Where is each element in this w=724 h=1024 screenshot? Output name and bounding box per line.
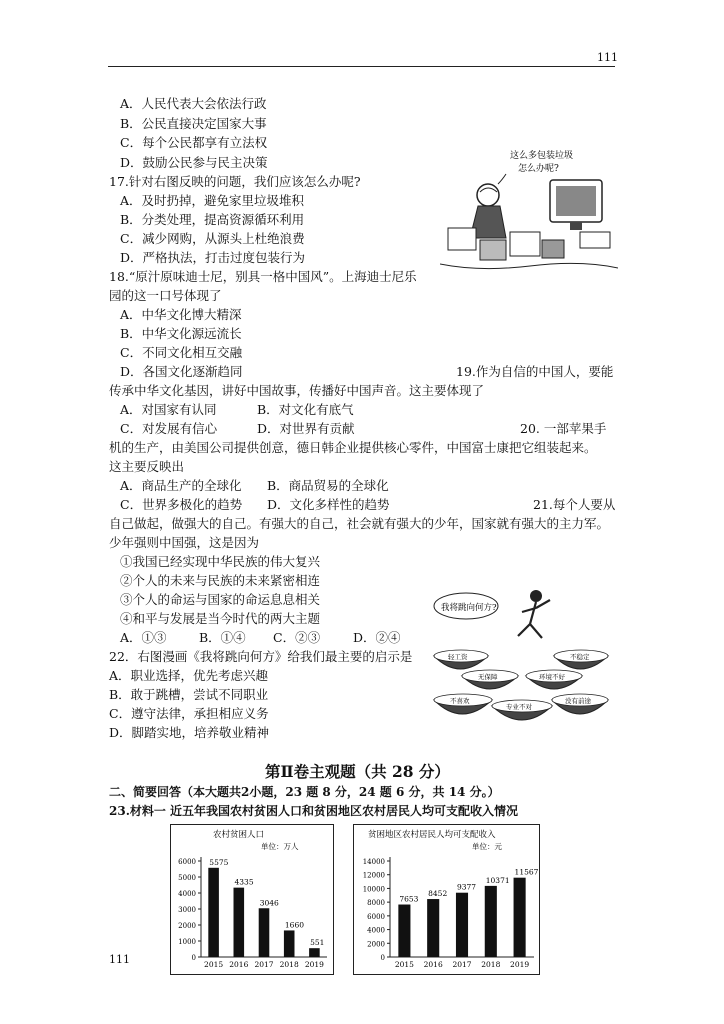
income-chart (353, 824, 540, 975)
x-tick-label: 2015 (204, 960, 224, 969)
q20-option-c: C．世界多极化的趋势 (120, 497, 243, 512)
x-tick-label: 2017 (452, 960, 472, 969)
data-label: 11567 (514, 867, 539, 877)
y-tick-label: 0 (191, 954, 196, 962)
q18-stem-line2: 园的这一口号体现了 (109, 288, 222, 303)
chart-svg (171, 825, 333, 974)
x-tick-label: 2019 (510, 960, 530, 969)
bar (398, 905, 410, 957)
q23-material-one: 23.材料一 近五年我国农村贫困人口和贫困地区农村居民人均可支配收入情况 (109, 804, 519, 818)
q17-stem: 17.针对右图反映的问题，我们应该怎么办呢? (109, 174, 361, 189)
q20-option-a: A．商品生产的全球化 (120, 478, 242, 493)
chart-unit: 单位：万人 (261, 842, 299, 851)
cartoon-caption-line2: 怎么办呢? (518, 164, 559, 174)
q21-statement-1: ①我国已经实现中华民族的伟大复兴 (120, 554, 321, 569)
data-label: 1660 (284, 920, 305, 930)
bar (456, 893, 468, 957)
q21-statement-3: ③个人的命运与国家的命运息息相关 (120, 592, 321, 607)
y-tick-label: 10000 (362, 885, 385, 894)
y-tick-label: 1000 (178, 938, 196, 946)
q18-option-c: C．不同文化相互交融 (120, 345, 243, 360)
q16-option-c: C．每个公民都享有立法权 (120, 135, 268, 150)
q18-option-d: D．各国文化逐渐趋同 (120, 364, 243, 379)
data-label: 8452 (428, 889, 448, 899)
x-tick-label: 2018 (481, 960, 501, 969)
q19-stem-line1: 19.作为自信的中国人，要能 (456, 364, 614, 379)
q21-statement-2: ②个人的未来与民族的未来紧密相连 (120, 573, 321, 588)
q21-stem-line1: 21.每个人要从 (533, 497, 616, 512)
bar (259, 908, 270, 957)
y-tick-label: 2000 (178, 922, 196, 930)
chart-unit: 单位：元 (472, 842, 502, 851)
q20-option-d: D．文化多样性的趋势 (267, 497, 390, 512)
x-tick-label: 2016 (229, 960, 249, 969)
q19-option-c: C．对发展有信心 (120, 421, 218, 436)
q22-option-d: D．脚踏实地，培养敬业精神 (109, 725, 270, 740)
q18-stem-line1: 18.“原汁原味迪士尼，别具一格中国风”。上海迪士尼乐 (109, 269, 417, 284)
poverty-population-chart (170, 824, 334, 975)
header-rule (108, 66, 615, 67)
q16-option-b: B．公民直接决定国家大事 (120, 116, 267, 131)
q19-option-b: B．对文化有底气 (257, 402, 354, 417)
y-tick-label: 2000 (367, 940, 385, 949)
q17-option-c: C．减少网购，从源头上杜绝浪费 (120, 231, 305, 246)
bar (427, 899, 439, 957)
q20-stem-line1: 20. 一部苹果手 (520, 421, 607, 436)
y-tick-label: 5000 (178, 874, 196, 882)
part-two-heading: 二、简要回答（本大题共2小题，23 题 8 分，24 题 6 分，共 14 分。） (109, 785, 500, 799)
jumping-man-icon (530, 590, 542, 602)
chart-title: 农村贫困人口 (213, 830, 265, 840)
cartoon-caption-line1: 这么多包装垃圾 (510, 151, 574, 161)
y-tick-label: 3000 (178, 906, 196, 914)
y-tick-label: 14000 (362, 858, 385, 866)
data-label: 4335 (234, 877, 254, 887)
q19-option-a: A．对国家有认同 (120, 402, 217, 417)
y-tick-label: 4000 (367, 926, 385, 935)
q20-stem-line3: 这主要反映出 (109, 459, 185, 474)
bubble-text: 我将跳向何方? (441, 603, 497, 613)
x-tick-label: 2018 (279, 960, 299, 969)
data-label: 7653 (399, 894, 419, 904)
section-title: 第Ⅱ卷主观题（共 28 分） (265, 762, 450, 781)
bowl-label: 环境不好 (539, 673, 565, 681)
q19-stem-line2: 传承中华文化基因，讲好中国故事，传播好中国声音。这主要体现了 (109, 383, 485, 398)
x-tick-label: 2016 (423, 960, 443, 969)
q18-option-b: B．中华文化源远流长 (120, 326, 242, 341)
bowl-label: 不稳定 (570, 653, 590, 661)
q22-option-b: B．敢于跳槽，尝试不同职业 (109, 687, 269, 702)
packaging-waste-cartoon (440, 140, 618, 278)
bowl-label: 专业不对 (506, 703, 532, 711)
y-tick-label: 4000 (178, 890, 196, 898)
bar (208, 868, 219, 957)
data-label: 10371 (485, 875, 510, 885)
q21-option-a: A．①③ (120, 630, 167, 645)
bowl-label: 不喜欢 (450, 697, 470, 705)
data-label: 551 (310, 938, 325, 948)
bowl-label: 轻工资 (448, 653, 468, 661)
q16-option-a: A．人民代表大会依法行政 (120, 96, 267, 111)
header-page-number: 111 (597, 51, 618, 64)
q21-option-b: B．①④ (199, 630, 246, 645)
q20-option-b: B．商品贸易的全球化 (267, 478, 389, 493)
q21-stem-line3: 少年强则中国强，这是因为 (109, 535, 260, 550)
q16-option-d: D．鼓励公民参与民主决策 (120, 155, 268, 170)
x-tick-label: 2019 (304, 960, 324, 969)
y-tick-label: 8000 (367, 899, 385, 908)
q21-option-d: D．②④ (353, 630, 401, 645)
q17-option-b: B．分类处理，提高资源循环利用 (120, 212, 305, 227)
q21-statement-4: ④和平与发展是当今时代的两大主题 (120, 611, 321, 626)
job-jump-cartoon (432, 578, 610, 740)
q19-option-d: D．对世界有贡献 (257, 421, 355, 436)
y-tick-label: 0 (380, 954, 385, 962)
q22-stem: 22．右图漫画《我将跳向何方》给我们最主要的启示是 (109, 649, 413, 664)
q17-option-a: A．及时扔掉，避免家里垃圾堆积 (120, 193, 305, 208)
q22-option-c: C．遵守法律，承担相应义务 (109, 706, 269, 721)
chart-title: 贫困地区农村居民人均可支配收入 (368, 830, 496, 840)
data-label: 3046 (259, 898, 279, 908)
x-tick-label: 2015 (394, 960, 414, 969)
data-label: 9377 (456, 882, 477, 892)
y-tick-label: 6000 (367, 912, 385, 921)
person-icon (477, 184, 499, 206)
chart-svg (354, 825, 539, 974)
q21-option-c: C．②③ (273, 630, 321, 645)
y-tick-label: 6000 (178, 858, 196, 866)
footer-page-number: 111 (109, 953, 130, 966)
q18-option-a: A．中华文化博大精深 (120, 307, 242, 322)
bowl-label: 没有前途 (565, 697, 591, 705)
q20-stem-line2: 机的生产，由美国公司提供创意，德日韩企业提供核心零件，中国富士康把它组装起来。 (109, 440, 597, 455)
bar (485, 886, 497, 957)
data-label: 5575 (209, 857, 229, 867)
q21-stem-line2: 自己做起，做强大的自己。有强大的自己，社会就有强大的少年，国家就有强大的主力军。 (109, 516, 610, 531)
bar (284, 930, 295, 957)
q17-option-d: D．严格执法，打击过度包装行为 (120, 250, 306, 265)
bar (514, 878, 526, 957)
bowl-label: 无保障 (478, 673, 498, 681)
y-tick-label: 12000 (362, 871, 385, 880)
bar (234, 888, 245, 957)
q22-option-a: A．职业选择，优先考虑兴趣 (109, 668, 269, 683)
bar (309, 948, 320, 957)
x-tick-label: 2017 (254, 960, 274, 969)
